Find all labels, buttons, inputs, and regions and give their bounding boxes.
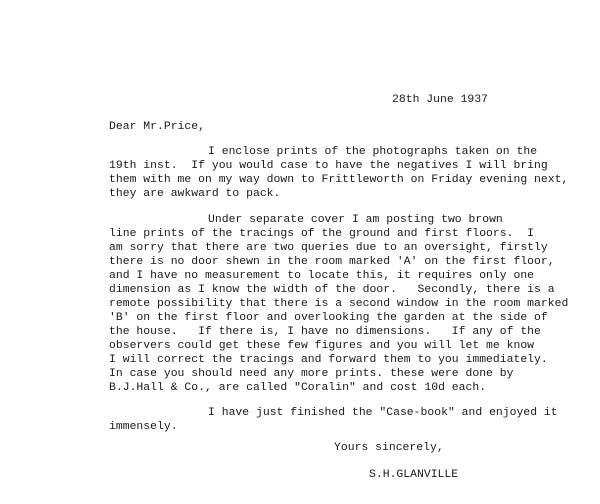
paragraph-line: dimension as I know the width of the door. Secondly, there is a — [109, 284, 555, 296]
paragraph-line: they are awkward to pack. — [109, 188, 281, 200]
paragraph-line: B.J.Hall & Co., are called "Coralin" and cost 10d each. — [109, 382, 487, 394]
paragraph-line: I have just finished the "Case-book" and enjoyed it — [208, 407, 558, 419]
paragraph-line: them with me on my way down to Frittleworth on Friday evening next, — [109, 174, 569, 186]
paragraph-line: remote possibility that there is a second window in the room marked — [109, 298, 569, 310]
closing: Yours sincerely, — [334, 442, 444, 454]
paragraph-line: the house. If there is, I have no dimensions. If any of the — [109, 326, 541, 338]
paragraph-line: Under separate cover I am posting two brown — [208, 214, 503, 226]
paragraph-line: am sorry that there are two queries due to an oversight, firstly — [109, 242, 548, 254]
paragraph-line: observers could get these few figures and you will let me know — [109, 340, 535, 352]
paragraph-line: I will correct the tracings and forward them to you immediately. — [109, 354, 548, 366]
paragraph-line: I enclose prints of the photographs taken on the — [208, 146, 538, 158]
salutation: Dear Mr.Price, — [109, 121, 205, 133]
signature-name: S.H.GLANVILLE — [369, 469, 459, 481]
paragraph-line: line prints of the tracings of the ground and first floors. I — [109, 228, 535, 240]
paragraph-line: immensely. — [109, 421, 178, 433]
paragraph-line: and I have no measurement to locate this, it requires only one — [109, 270, 535, 282]
letter-date: 28th June 1937 — [392, 94, 488, 106]
paragraph-line: In case you should need any more prints. these were done by — [109, 368, 514, 380]
paragraph-line: 19th inst. If you would case to have the negatives I will bring — [109, 160, 548, 172]
paragraph-line: there is no door shewn in the room marked 'A' on the first floor, — [109, 256, 555, 268]
paragraph-line: 'B' on the first floor and overlooking the garden at the side of — [109, 312, 548, 324]
